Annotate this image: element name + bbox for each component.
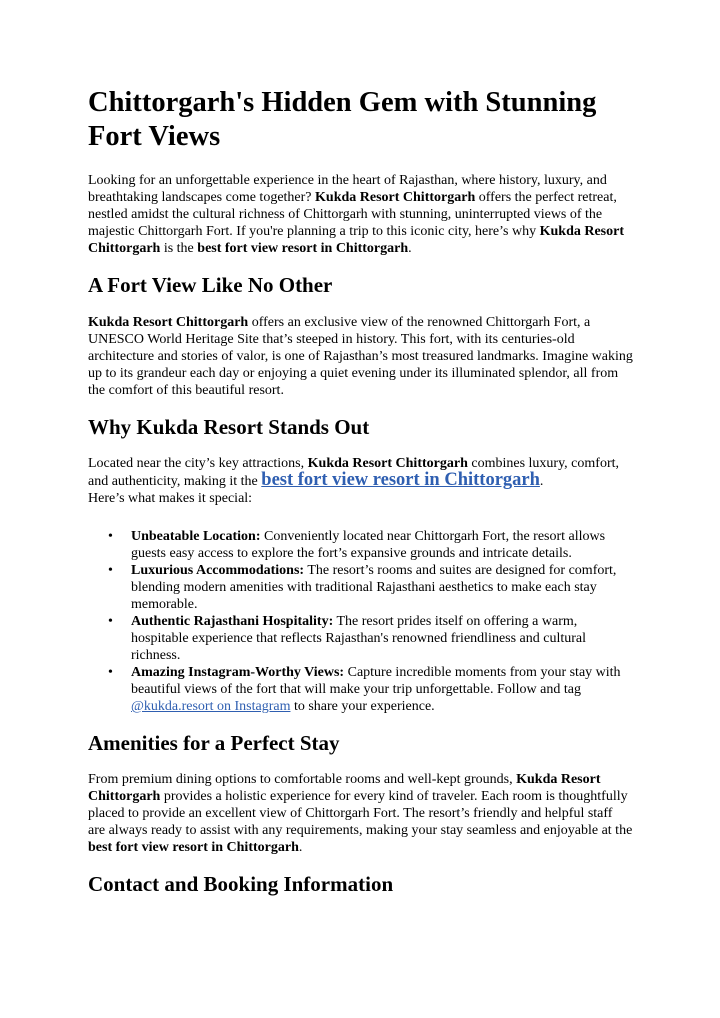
amenities-text-2: provides a holistic experience for every kind of traveler. Each room is thoughtfully placed to provide an excellent view of Chittorgarh Fort. The resort’s friendly and helpful staff are always ready to assist with any requirements, making your stay seamless and enjoyable at the xyxy=(88,789,633,838)
features-list xyxy=(88,528,633,715)
amenities-bold-best-resort: best fort view resort in Chittorgarh xyxy=(88,840,299,855)
section-heading-stands-out: Why Kukda Resort Stands Out xyxy=(88,415,370,439)
feature-text: Conveniently located near Chittorgarh Fort, the resort allows guests easy access to explore the fort’s expansive grounds and intricate details. xyxy=(131,529,606,561)
feature-label: Unbeatable Location: xyxy=(131,529,261,544)
instagram-link[interactable]: @kukda.resort on Instagram xyxy=(131,699,291,714)
feature-label: Authentic Rajasthani Hospitality: xyxy=(131,614,334,629)
feature-label: Amazing Instagram-Worthy Views: xyxy=(131,665,345,680)
intro-text-4: . xyxy=(408,241,412,256)
intro-paragraph xyxy=(88,172,633,257)
amenities-paragraph xyxy=(88,771,633,856)
intro-bold-resort-name-2: Kukda Resort Chittorgarh xyxy=(88,224,625,256)
amenities-bold-resort-name: Kukda Resort Chittorgarh xyxy=(88,772,601,804)
fort-view-paragraph xyxy=(88,314,633,399)
intro-bold-best-resort: best fort view resort in Chittorgarh xyxy=(197,241,409,256)
stands-out-text-3: . xyxy=(539,474,544,489)
section-heading-amenities: Amenities for a Perfect Stay xyxy=(88,731,340,755)
list-item xyxy=(88,664,633,715)
stands-out-text-2: combines luxury, comfort, and authenticity, making it the xyxy=(88,456,619,489)
bullet-icon: • xyxy=(108,529,113,544)
section-heading-contact: Contact and Booking Information xyxy=(88,872,394,896)
page-title: Chittorgarh's Hidden Gem with Stunning Fort Views xyxy=(88,87,597,152)
stands-out-text-4: Here’s what makes it special: xyxy=(88,491,253,506)
stands-out-paragraph xyxy=(88,455,633,507)
feature-text: Capture incredible moments from your stay with beautiful views of the fort that will make your trip unforgettable. Follow and tag xyxy=(131,665,621,697)
bullet-icon: • xyxy=(108,563,113,578)
list-item xyxy=(88,613,633,664)
amenities-text-3: . xyxy=(298,840,303,855)
list-item xyxy=(88,528,633,562)
best-resort-link[interactable]: best fort view resort in Chittorgarh xyxy=(261,470,540,490)
bullet-icon: • xyxy=(108,614,113,629)
bullet-icon: • xyxy=(108,665,113,680)
feature-label: Luxurious Accommodations: xyxy=(131,563,305,578)
fort-view-text: offers an exclusive view of the renowned Chittorgarh Fort, a UNESCO World Heritage Site that’s steeped in history. This fort, with its centuries-old architecture and stories of valor, is one of Rajasthan’s most treasured landmarks. Imagine waking up to its grandeur each day or enjoying a quiet evening under its illuminated splendor, all from the comfort of this beautiful resort. xyxy=(88,315,633,398)
stands-out-bold-resort-name: Kukda Resort Chittorgarh xyxy=(307,456,468,471)
intro-text-2: offers the perfect retreat, nestled amidst the cultural richness of Chittorgarh with stunning, uninterrupted views of the majestic Chittorgarh Fort. If you're planning a trip to this iconic city, here’s why xyxy=(88,190,617,239)
feature-text-2: to share your experience. xyxy=(290,699,435,714)
intro-text-3: is the xyxy=(160,241,198,256)
stands-out-text-1: Located near the city’s key attractions, xyxy=(88,456,308,471)
feature-text: The resort prides itself on offering a warm, hospitable experience that reflects Rajasthan's renowned friendliness and cultural richness. xyxy=(131,614,587,663)
fort-view-bold-resort-name: Kukda Resort Chittorgarh xyxy=(88,315,249,330)
list-item xyxy=(88,562,633,613)
feature-text: The resort’s rooms and suites are designed for comfort, blending modern amenities with traditional Rajasthani aesthetics to make each stay memorable. xyxy=(131,563,617,612)
amenities-text-1: From premium dining options to comfortable rooms and well-kept grounds, xyxy=(88,772,517,787)
section-heading-fort-view: A Fort View Like No Other xyxy=(88,273,333,297)
intro-text-1: Looking for an unforgettable experience in the heart of Rajasthan, where history, luxury, and breathtaking landscapes come together? xyxy=(88,173,607,205)
intro-bold-resort-name: Kukda Resort Chittorgarh xyxy=(315,190,476,205)
